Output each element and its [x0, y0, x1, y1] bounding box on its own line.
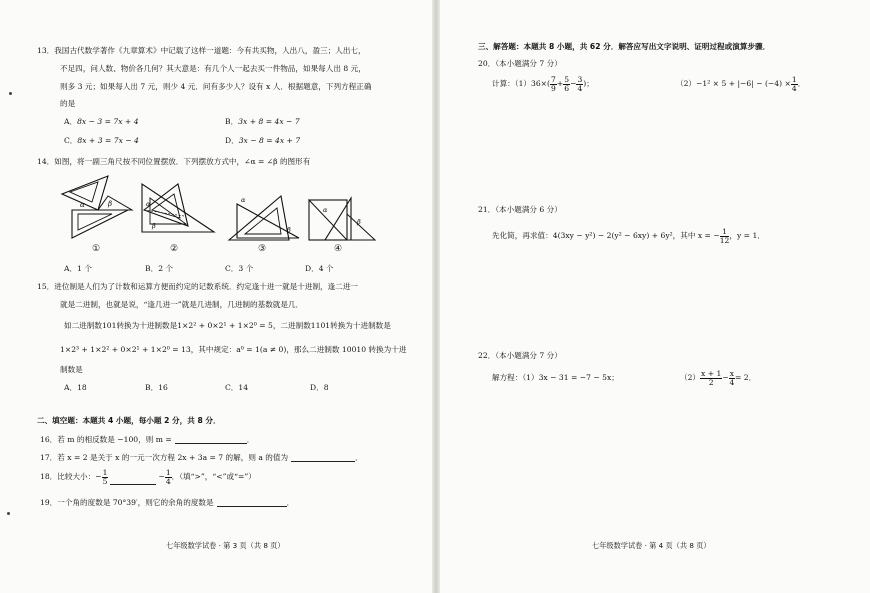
q14-option-d: D．4 个 — [305, 264, 334, 273]
left-page — [0, 0, 432, 593]
q22-header: 22．（本小题满分 7 分） — [478, 351, 562, 360]
svg-text:α: α — [241, 196, 246, 204]
q14-option-a: A．1 个 — [64, 264, 92, 273]
q15-line2: 就是二进制，也就是说，“逢几进一”就是几进制，几进制的基数就是几． — [60, 300, 304, 309]
q15-line4: 1×2³ + 1×2² + 0×2¹ + 1×2⁰ = 13，其中规定：a⁰ = 1(a ≠ 0)，那么二进制数 10010 转换为十进 — [60, 345, 407, 354]
q13-line2: 不足四，问人数、物价各几何？其大意是：有几个人一起去买一件物品，如果每人出 8 元， — [60, 64, 366, 73]
q13-line3: 则多 3 元；如果每人出 7 元，则少 4 元．问有多少人？设有 x 人．根据题意，下列方程正确 — [60, 82, 372, 91]
section-2-heading: 二、填空题：本题共 4 小题，每小题 2 分，共 8 分． — [37, 416, 221, 425]
beta-label: β — [108, 200, 113, 208]
q20-header: 20．（本小题满分 7 分） — [478, 59, 562, 68]
set-square-figure-2 — [130, 180, 220, 240]
svg-text:β: β — [287, 226, 291, 234]
scan-speck — [7, 512, 10, 515]
q22-part-2: （2） $\frac{x + 1}{2}$ − $\frac{x}{4}$ = 2． — [680, 369, 757, 387]
right-page-footer: 七年级数学试卷 · 第 4 页（共 8 页） — [592, 541, 711, 550]
q15-option-c: C．14 — [225, 383, 249, 392]
page-gutter — [432, 0, 440, 593]
set-square-figure-4 — [305, 192, 379, 244]
figure-label-3: ③ — [258, 244, 267, 254]
q18-fraction-1: $\frac{1}{5}$ — [102, 468, 108, 486]
left-page-footer: 七年级数学试卷 · 第 3 页（共 8 页） — [166, 541, 285, 550]
alpha-label: α — [80, 201, 85, 209]
scan-speck — [9, 92, 12, 95]
q13-option-c: C．8x + 3 = 7x − 4 — [64, 136, 139, 145]
q18-answer-blank[interactable] — [110, 475, 156, 485]
q17-answer-blank[interactable] — [291, 452, 355, 462]
q13-option-d: D．3x − 8 = 4x + 7 — [225, 136, 301, 145]
q13-line4: 的是 — [60, 99, 76, 108]
svg-text:α: α — [323, 206, 328, 214]
q15-option-b: B．16 — [145, 383, 168, 392]
q13-option-a: A．8x − 3 = 7x + 4 — [64, 117, 139, 126]
q20-part-2: （2）−1² × 5 + |−6| − (−4) × $\frac{1}{4}$ ． — [676, 75, 806, 93]
figure-label-4: ④ — [334, 244, 343, 254]
q15-line5: 制数是 — [60, 365, 83, 374]
q18-fraction-2: $\frac{1}{4}$ — [165, 468, 171, 486]
q14-option-c: C．3 个 — [225, 264, 254, 273]
figure-label-1: ① — [92, 244, 101, 254]
set-square-figure-3 — [225, 192, 305, 244]
q22-part-1: 解方程：（1）3x − 31 = −7 − 5x； — [492, 373, 619, 382]
q19: 19．一个角的度数是 70°39′，则它的余角的度数是 ． — [40, 498, 295, 507]
q15-line3: 如二进制数101转换为十进制数是1×2² + 0×2¹ + 1×2⁰ = 5，二进制数1101转换为十进制数是 — [64, 321, 391, 330]
section-3-heading: 三、解答题：本题共 8 小题，共 62 分．解答应写出文字说明、证明过程或演算步骤． — [478, 42, 771, 51]
right-page — [440, 0, 870, 593]
q16-answer-blank[interactable] — [175, 434, 247, 444]
q16: 16．若 m 的相反数是 −100，则 m = ． — [40, 435, 255, 444]
q15-option-a: A．18 — [64, 383, 87, 392]
q19-answer-blank[interactable] — [217, 497, 287, 507]
q15-line1: 15．进位制是人们为了计数和运算方便而约定的记数系统．约定逢十进一就是十进制，逢二进一 — [37, 282, 359, 291]
q15-option-d: D．8 — [310, 383, 329, 392]
q13-option-b: B．3x + 8 = 4x − 7 — [225, 117, 300, 126]
q14-option-b: B．2 个 — [145, 264, 174, 273]
q17: 17．若 x = 2 是关于 x 的一元一次方程 2x + 3a = 7 的解，则 a 的值为 ． — [40, 453, 363, 462]
q13-line1: 13．我国古代数学著作《九章算术》中记载了这样一道题：今有共买物，人出八，盈三；人出七， — [37, 46, 366, 55]
svg-text:α: α — [146, 200, 151, 208]
figure-label-2: ② — [170, 244, 179, 254]
q18: 18．比较大小：− $\frac{1}{5}$ − $\frac{1}{4}$ ．（填“>”，“<”或“=”） — [40, 468, 256, 486]
q20-part-1: 计算：（1）36×( $\frac{7}{9}$ + $\frac{5}{6}$ − $\frac{3}{4}$ )； — [492, 75, 594, 93]
q21-header: 21．（本小题满分 6 分） — [478, 205, 562, 214]
svg-text:β: β — [152, 222, 156, 230]
svg-text:β: β — [357, 218, 361, 226]
q21-body: 先化简，再求值：4(3xy − y²) − 2(y² − 6xy) + 6y²，其中 x = − $\frac{1}{12}$ ，y = 1． — [492, 227, 765, 245]
q14-stem: 14．如图，将一副三角尺按不同位置摆放．下列摆放方式中，∠α = ∠β 的图形有 — [37, 157, 311, 166]
